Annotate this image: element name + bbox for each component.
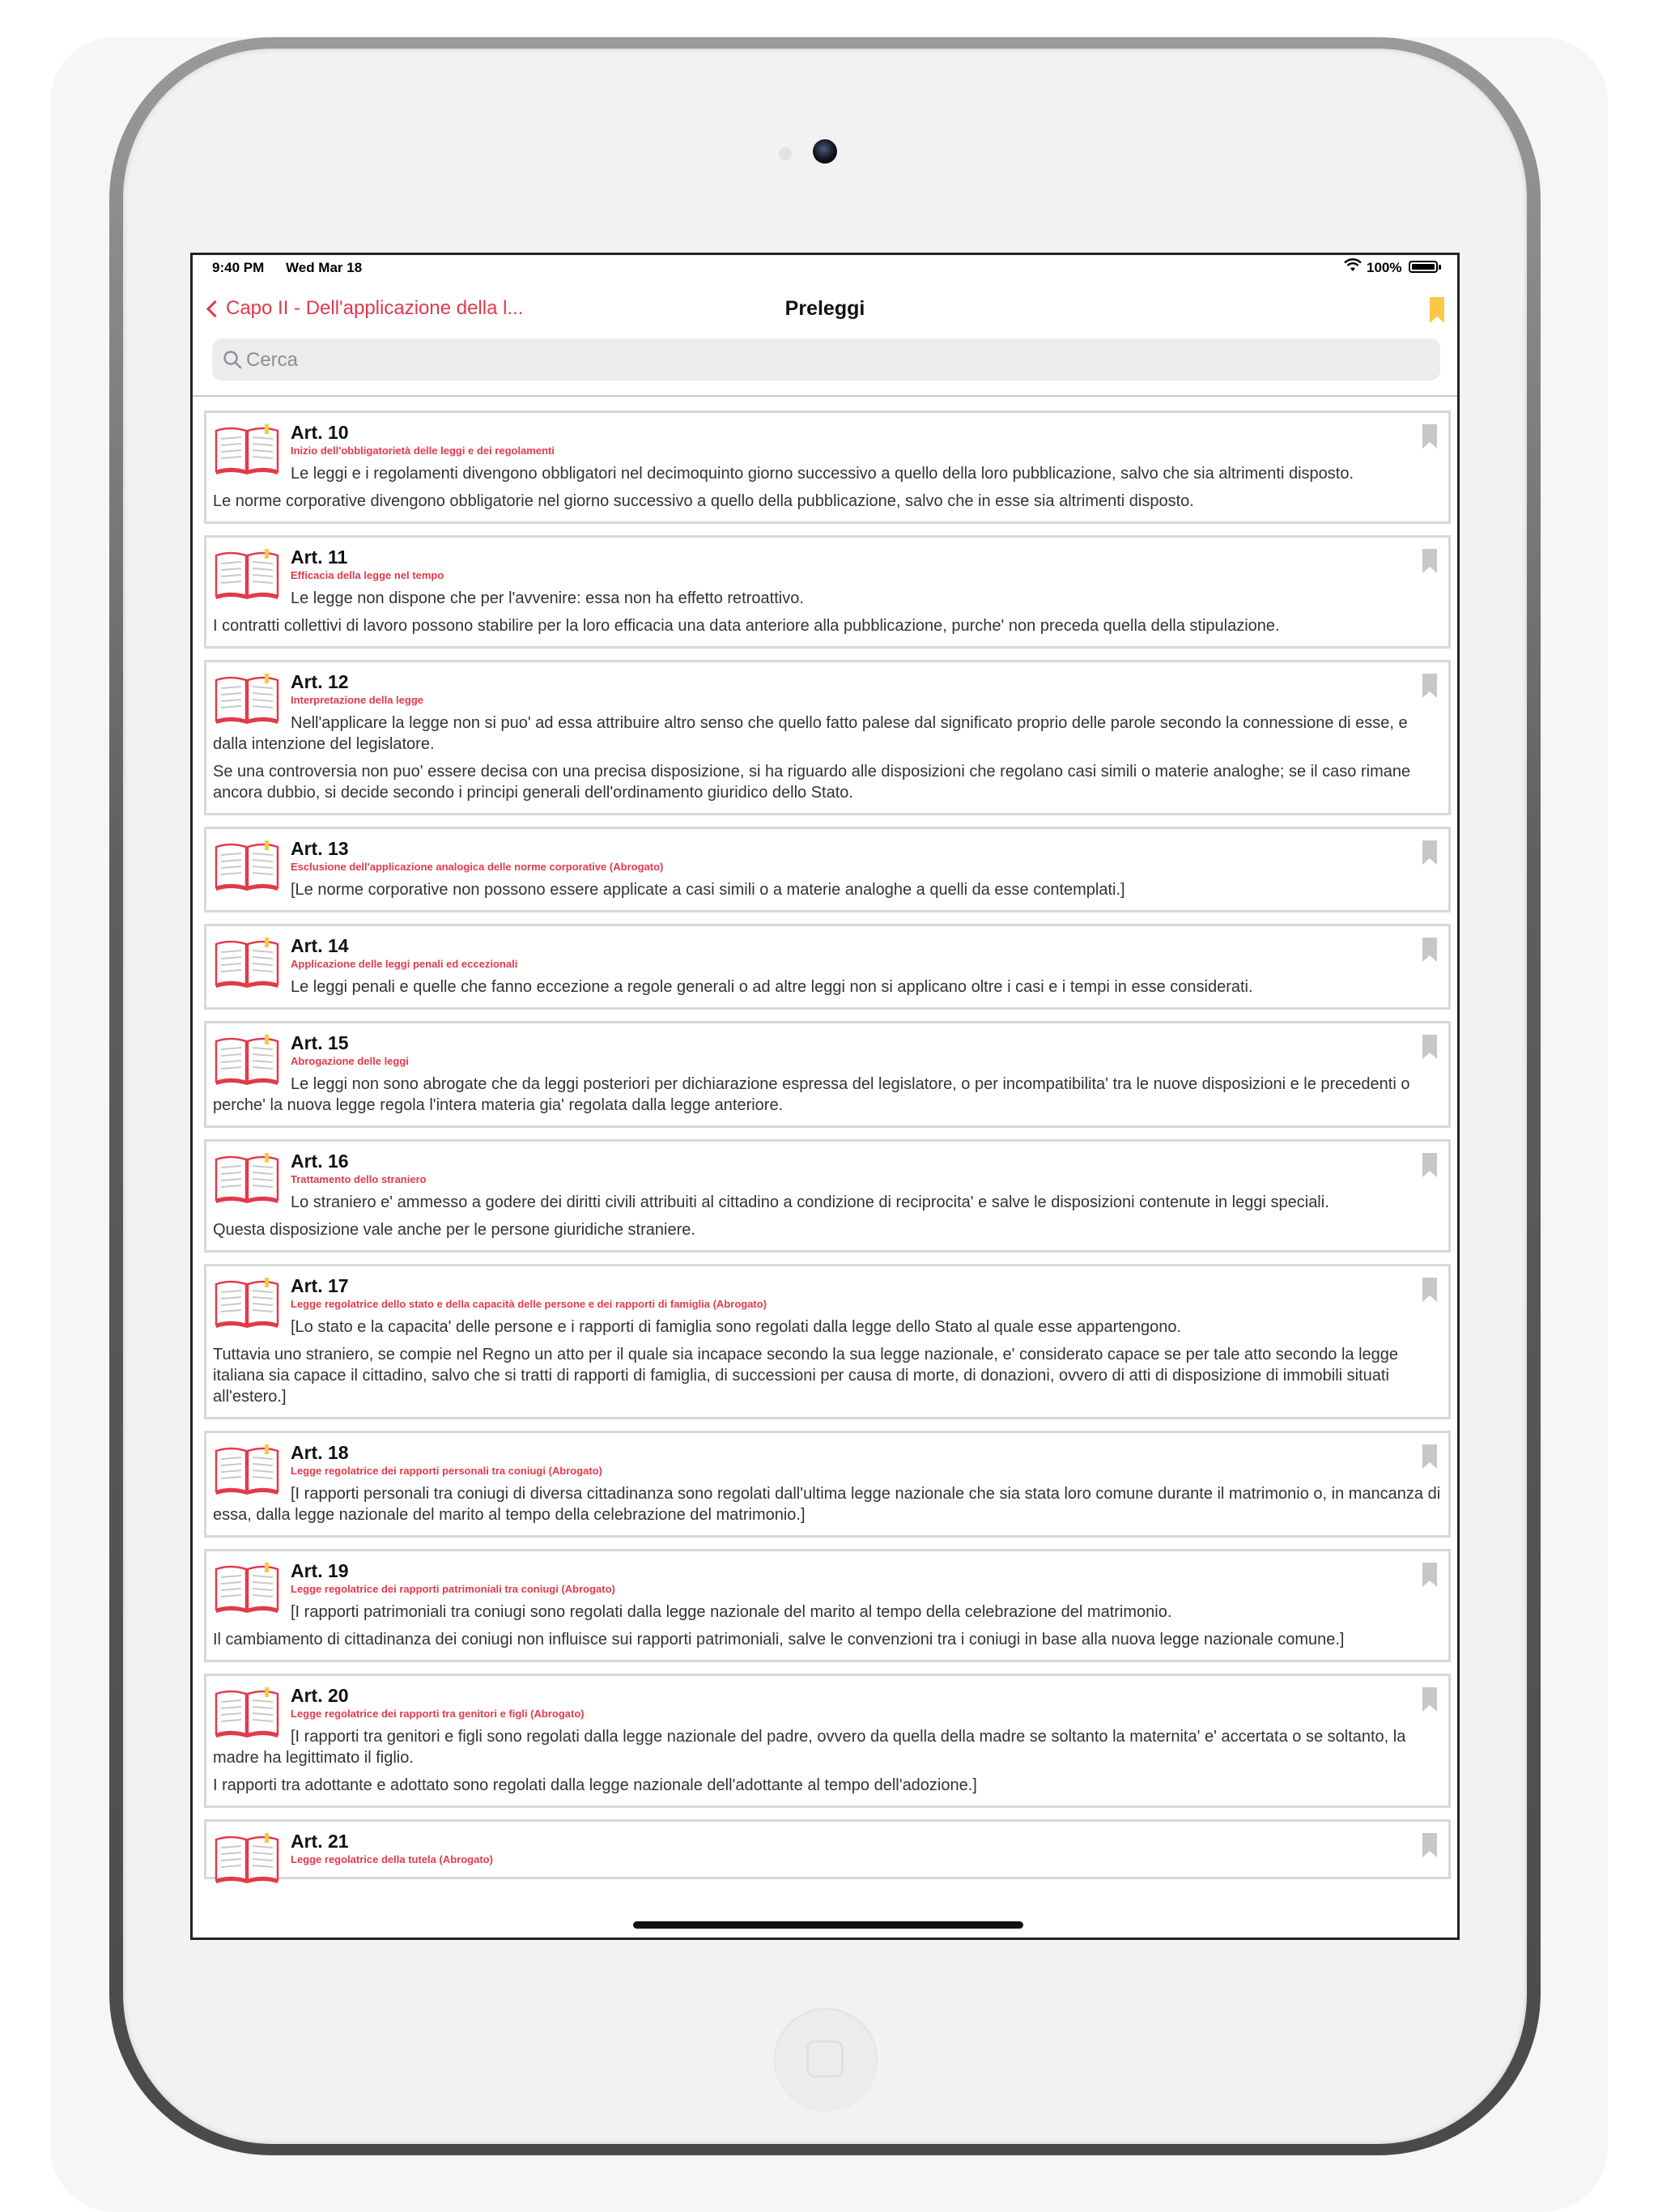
article-subtitle: Legge regolatrice dei rapporti personali tra coniugi (Abrogato) (291, 1465, 602, 1477)
back-button[interactable] (206, 297, 523, 320)
article-paragraph: Se una controversia non puo' essere decisa con una precisa disposizione, si ha riguardo alle disposizioni che regolano casi simili o materie analoghe; se il caso rimane ancora dubbio, si decide secondo i principi generali dell'ordinamento giuridico dello Stato. (213, 763, 1411, 802)
status-time: 9:40 PM (212, 260, 265, 275)
battery-icon (1409, 261, 1438, 273)
book-icon (215, 1833, 279, 1885)
article-subtitle: Legge regolatrice della tutela (Abrogato) (291, 1853, 493, 1865)
article-paragraph: Lo straniero e' ammesso a godere dei diritti civili attribuiti al cittadino a condizione di reciprocita' e salve le disposizioni contenute in leggi speciali. (291, 1193, 1329, 1211)
article-title: Art. 20 (291, 1685, 349, 1706)
bookmark-icon[interactable] (1422, 1563, 1437, 1587)
article-title: Art. 19 (291, 1560, 349, 1581)
chevron-left-icon (206, 300, 223, 317)
home-button[interactable] (774, 2008, 878, 2112)
article-card[interactable] (204, 410, 1451, 524)
article-paragraph: [Lo stato e la capacita' delle persone e i rapporti di famiglia sono regolati dalla legge dello Stato al quale esse appartengono. (291, 1318, 1182, 1336)
article-paragraph: I contratti collettivi di lavoro possono stabilire per la loro efficacia una data anteriore alla pubblicazione, purche' non preceda quella della stipulazione. (213, 617, 1280, 635)
article-paragraph: [I rapporti personali tra coniugi di diversa cittadinanza sono regolati dall'ultima legge nazionale che sia stata loro comune durante il matrimonio o, in mancanza di essa, dalla legge nazionale del marito al tempo della celebrazione del matrimonio.] (213, 1485, 1441, 1524)
article-title: Art. 17 (291, 1275, 349, 1296)
search-bar (212, 338, 1440, 381)
article-paragraph: Tuttavia uno straniero, se compie nel Regno un atto per il quale sia incapace secondo la sua legge nazionale, e' considerato capace se per tale atto secondo la legge italiana sia capace il cittadino, salvo che si tratti di rapporti di famiglia, di successioni per causa di morte, di donazioni, ovvero di atti di disposizione di immobili situati all'estero.] (213, 1346, 1399, 1406)
nav-divider (193, 395, 1457, 397)
article-paragraph: Il cambiamento di cittadinanza dei coniugi non influisce sui rapporti patrimoniali, salve le convenzioni tra i coniugi in base alla nuova legge nazionale comune.] (213, 1631, 1345, 1648)
article-title: Art. 12 (291, 671, 349, 692)
article-subtitle: Legge regolatrice dei rapporti patrimoniali tra coniugi (Abrogato) (291, 1583, 615, 1595)
article-card[interactable] (204, 1139, 1451, 1253)
article-card[interactable] (204, 1819, 1451, 1879)
article-title: Art. 15 (291, 1032, 349, 1053)
article-subtitle: Legge regolatrice dei rapporti tra genitori e figli (Abrogato) (291, 1708, 585, 1720)
bookmark-icon[interactable] (1422, 938, 1437, 962)
bookmark-icon[interactable] (1422, 424, 1437, 449)
article-paragraph: Questa disposizione vale anche per le persone giuridiche straniere. (213, 1221, 695, 1239)
status-date: Wed Mar 18 (286, 260, 363, 275)
article-paragraph: Le leggi penali e quelle che fanno eccezione a regole generali o ad altre leggi non si applicano oltre i casi e i tempi in esse considerati. (291, 978, 1253, 996)
book-icon (215, 1687, 279, 1739)
article-subtitle: Interpretazione della legge (291, 694, 423, 706)
article-paragraph: Le norme corporative divengono obbligatorie nel giorno successivo a quello della pubblicazione, salvo che in esse sia altrimenti disposto. (213, 492, 1194, 510)
home-button-icon (806, 2040, 844, 2078)
article-title: Art. 18 (291, 1442, 349, 1463)
article-title: Art. 16 (291, 1151, 349, 1172)
app-screen (190, 253, 1460, 1940)
book-icon (215, 1035, 279, 1087)
article-title: Art. 21 (291, 1831, 349, 1852)
article-subtitle: Legge regolatrice dello stato e della capacità delle persone e dei rapporti di famiglia (Abrogato) (291, 1298, 767, 1310)
article-card[interactable] (204, 924, 1451, 1010)
article-subtitle: Inizio dell'obbligatorietà delle leggi e dei regolamenti (291, 445, 555, 457)
article-paragraph: [I rapporti tra genitori e figli sono regolati dalla legge nazionale del padre, ovvero da quella della madre se soltanto la maternita' e' accertata o se soltanto, la madre ha legittimato il figlio. (213, 1728, 1406, 1767)
battery-percentage: 100% (1367, 260, 1402, 275)
bookmark-icon[interactable] (1422, 1153, 1437, 1177)
article-card[interactable] (204, 1549, 1451, 1662)
article-card[interactable] (204, 1021, 1451, 1128)
article-paragraph: Nell'applicare la legge non si puo' ad essa attribuire altro senso che quello fatto palese dal significato proprio delle parole secondo la connessione di esse, e dalla intenzione del legislatore. (213, 714, 1408, 753)
book-icon (215, 1153, 279, 1205)
status-bar (193, 255, 1457, 278)
bookmark-icon[interactable] (1430, 297, 1444, 323)
article-card[interactable] (204, 1674, 1451, 1808)
article-paragraph: Le leggi e i regolamenti divengono obbligatori nel decimoquinto giorno successivo a quello della loro pubblicazione, salvo che sia altrimenti disposto. (291, 465, 1354, 483)
front-camera (813, 139, 837, 164)
book-icon (215, 424, 279, 476)
search-icon (222, 349, 243, 370)
article-paragraph: Le leggi non sono abrogate che da leggi posteriori per dichiarazione espressa del legislatore, o per incompatibilita' tra le nuove disposizioni e le precedenti o perche' la nuova legge regola l'intera materia gia' regolata dalla legge anteriore. (213, 1075, 1410, 1114)
article-title: Art. 10 (291, 422, 349, 443)
home-indicator (633, 1921, 1023, 1929)
book-icon (215, 1278, 279, 1329)
article-paragraph: [Le norme corporative non possono essere applicate a casi simili o a materie analoghe a quelli da esse contemplati.] (291, 881, 1125, 899)
light-sensor (779, 147, 792, 160)
article-card[interactable] (204, 1431, 1451, 1538)
bookmark-icon[interactable] (1422, 1035, 1437, 1059)
article-subtitle: Efficacia della legge nel tempo (291, 569, 444, 581)
book-icon (215, 938, 279, 989)
article-card[interactable] (204, 1264, 1451, 1419)
bookmark-icon[interactable] (1422, 1444, 1437, 1469)
bookmark-icon[interactable] (1422, 1278, 1437, 1302)
article-title: Art. 11 (291, 547, 348, 568)
bookmark-icon[interactable] (1422, 1833, 1437, 1857)
bookmark-icon[interactable] (1422, 840, 1437, 865)
book-icon (215, 840, 279, 892)
navigation-bar (193, 291, 1457, 331)
article-card[interactable] (204, 827, 1451, 912)
article-title: Art. 13 (291, 838, 349, 859)
book-icon (215, 549, 279, 601)
book-icon (215, 1444, 279, 1496)
article-paragraph: Le legge non dispone che per l'avvenire: essa non ha effetto retroattivo. (291, 589, 804, 607)
article-paragraph: I rapporti tra adottante e adottato sono regolati dalla legge nazionale dell'adottante al tempo dell'adozione.] (213, 1776, 977, 1794)
book-icon (215, 1563, 279, 1614)
article-card[interactable] (204, 535, 1451, 649)
wifi-icon (1344, 258, 1362, 273)
search-input[interactable] (244, 345, 1430, 376)
book-icon (215, 674, 279, 725)
bookmark-icon[interactable] (1422, 549, 1437, 573)
bookmark-icon[interactable] (1422, 1687, 1437, 1712)
page-title: Preleggi (784, 297, 865, 320)
article-title: Art. 14 (291, 935, 349, 956)
article-subtitle: Applicazione delle leggi penali ed eccezionali (291, 958, 518, 970)
article-subtitle: Abrogazione delle leggi (291, 1055, 409, 1067)
battery-nub (1439, 265, 1441, 270)
article-paragraph: [I rapporti patrimoniali tra coniugi sono regolati dalla legge nazionale del marito al tempo della celebrazione del matrimonio. (291, 1603, 1172, 1621)
article-card[interactable] (204, 660, 1451, 815)
article-subtitle: Trattamento dello straniero (291, 1173, 427, 1185)
article-subtitle: Esclusione dell'applicazione analogica delle norme corporative (Abrogato) (291, 861, 664, 873)
article-list (204, 410, 1451, 1891)
back-button-label: Capo II - Dell'applicazione della l... (226, 297, 524, 319)
bookmark-icon[interactable] (1422, 674, 1437, 698)
